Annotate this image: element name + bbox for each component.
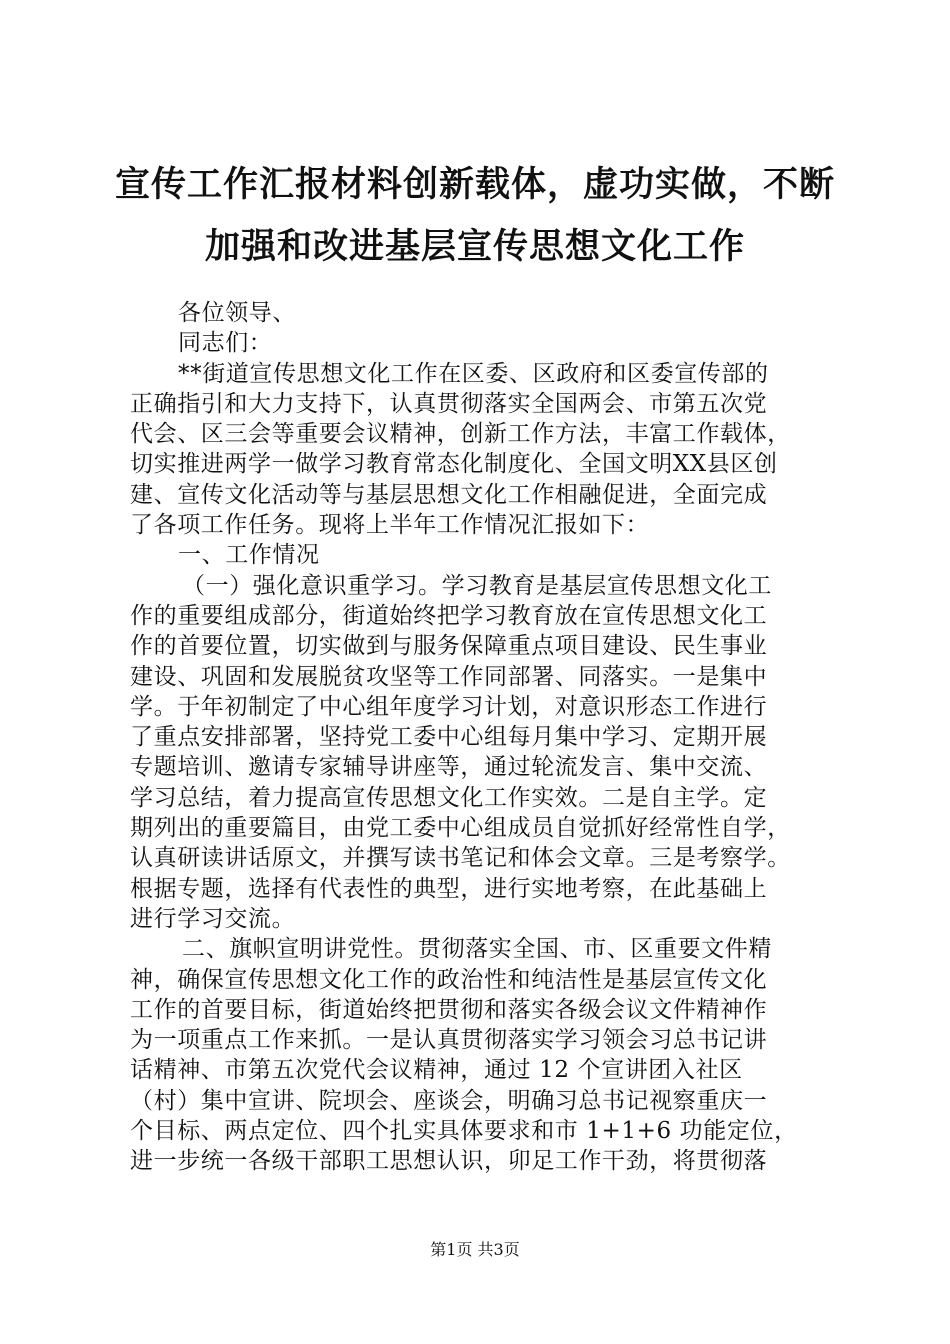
paragraph-line: 话精神、市第五次党代会议精神，通过 12 个宣讲团入社区 bbox=[130, 1057, 743, 1084]
paragraph-line: 进一步统一各级干部职工思想认识，卯足工作干劲，将贯彻落 bbox=[130, 1148, 768, 1175]
paragraph-line: 神，确保宣传思想文化工作的政治性和纯洁性是基层宣传文化 bbox=[130, 966, 768, 993]
paragraph-line: 根据专题，选择有代表性的典型，进行实地考察，在此基础上 bbox=[130, 875, 768, 902]
paragraph-line: 专题培训、邀请专家辅导讲座等，通过轮流发言、集中交流、 bbox=[130, 754, 768, 781]
document-body bbox=[130, 298, 835, 1177]
paragraph-line: 期列出的重要篇目，由党工委中心组成员自觉抓好经常性自学， bbox=[130, 815, 791, 842]
paragraph-line: 建、宣传文化活动等与基层思想文化工作相融促进，全面完成 bbox=[130, 481, 768, 508]
paragraph-line: 学习总结，着力提高宣传思想文化工作实效。二是自主学。定 bbox=[130, 784, 768, 811]
paragraph-line: 建设、巩固和发展脱贫攻坚等工作同部署、同落实。一是集中 bbox=[130, 663, 768, 690]
page-footer: 第1页 共3页 bbox=[430, 1240, 520, 1259]
paragraph-line: 正确指引和大力支持下，认真贯彻落实全国两会、市第五次党 bbox=[130, 390, 768, 417]
paragraph-line: 二、旗帜宣明讲党性。贯彻落实全国、市、区重要文件精 bbox=[182, 936, 772, 963]
paragraph-line: 切实推进两学一做学习教育常态化制度化、全国文明XX县区创 bbox=[130, 451, 778, 478]
section-heading: 一、工作情况 bbox=[178, 542, 320, 569]
paragraph-line: **街道宣传思想文化工作在区委、区政府和区委宣传部的 bbox=[178, 360, 769, 387]
paragraph-line: 代会、区三会等重要会议精神，创新工作方法，丰富工作载体， bbox=[130, 421, 791, 448]
paragraph-line: 作的重要组成部分，街道始终把学习教育放在宣传思想文化工 bbox=[130, 602, 768, 629]
paragraph-line: （一）强化意识重学习。学习教育是基层宣传思想文化工 bbox=[182, 572, 772, 599]
salutation-line: 各位领导、 bbox=[178, 300, 296, 326]
paragraph-line: 工作的首要目标，街道始终把贯彻和落实各级会议文件精神作 bbox=[130, 996, 768, 1023]
paragraph-line: 了各项工作任务。现将上半年工作情况汇报如下： bbox=[130, 512, 650, 539]
document-title-line-1: 宣传工作汇报材料创新载体，虚功实做，不断 bbox=[114, 164, 835, 205]
paragraph-line: （村）集中宣讲、院坝会、座谈会，明确习总书记视察重庆一 bbox=[130, 1087, 768, 1114]
paragraph-line: 了重点安排部署，坚持党工委中心组每月集中学习、定期开展 bbox=[130, 724, 768, 751]
paragraph-line: 为一项重点工作来抓。一是认真贯彻落实学习领会习总书记讲 bbox=[130, 1027, 768, 1054]
paragraph-line: 作的首要位置，切实做到与服务保障重点项目建设、民生事业 bbox=[130, 633, 768, 660]
paragraph-line: 认真研读讲话原文，并撰写读书笔记和体会文章。三是考察学。 bbox=[130, 845, 791, 872]
paragraph-line: 学。于年初制定了中心组年度学习计划，对意识形态工作进行 bbox=[130, 693, 768, 720]
paragraph-line: 个目标、两点定位、四个扎实具体要求和市 1+1+6 功能定位， bbox=[130, 1118, 798, 1145]
document-title-line-2: 加强和改进基层宣传思想文化工作 bbox=[204, 226, 745, 267]
salutation-line: 同志们： bbox=[178, 330, 273, 357]
paragraph-line: 进行学习交流。 bbox=[130, 905, 296, 932]
